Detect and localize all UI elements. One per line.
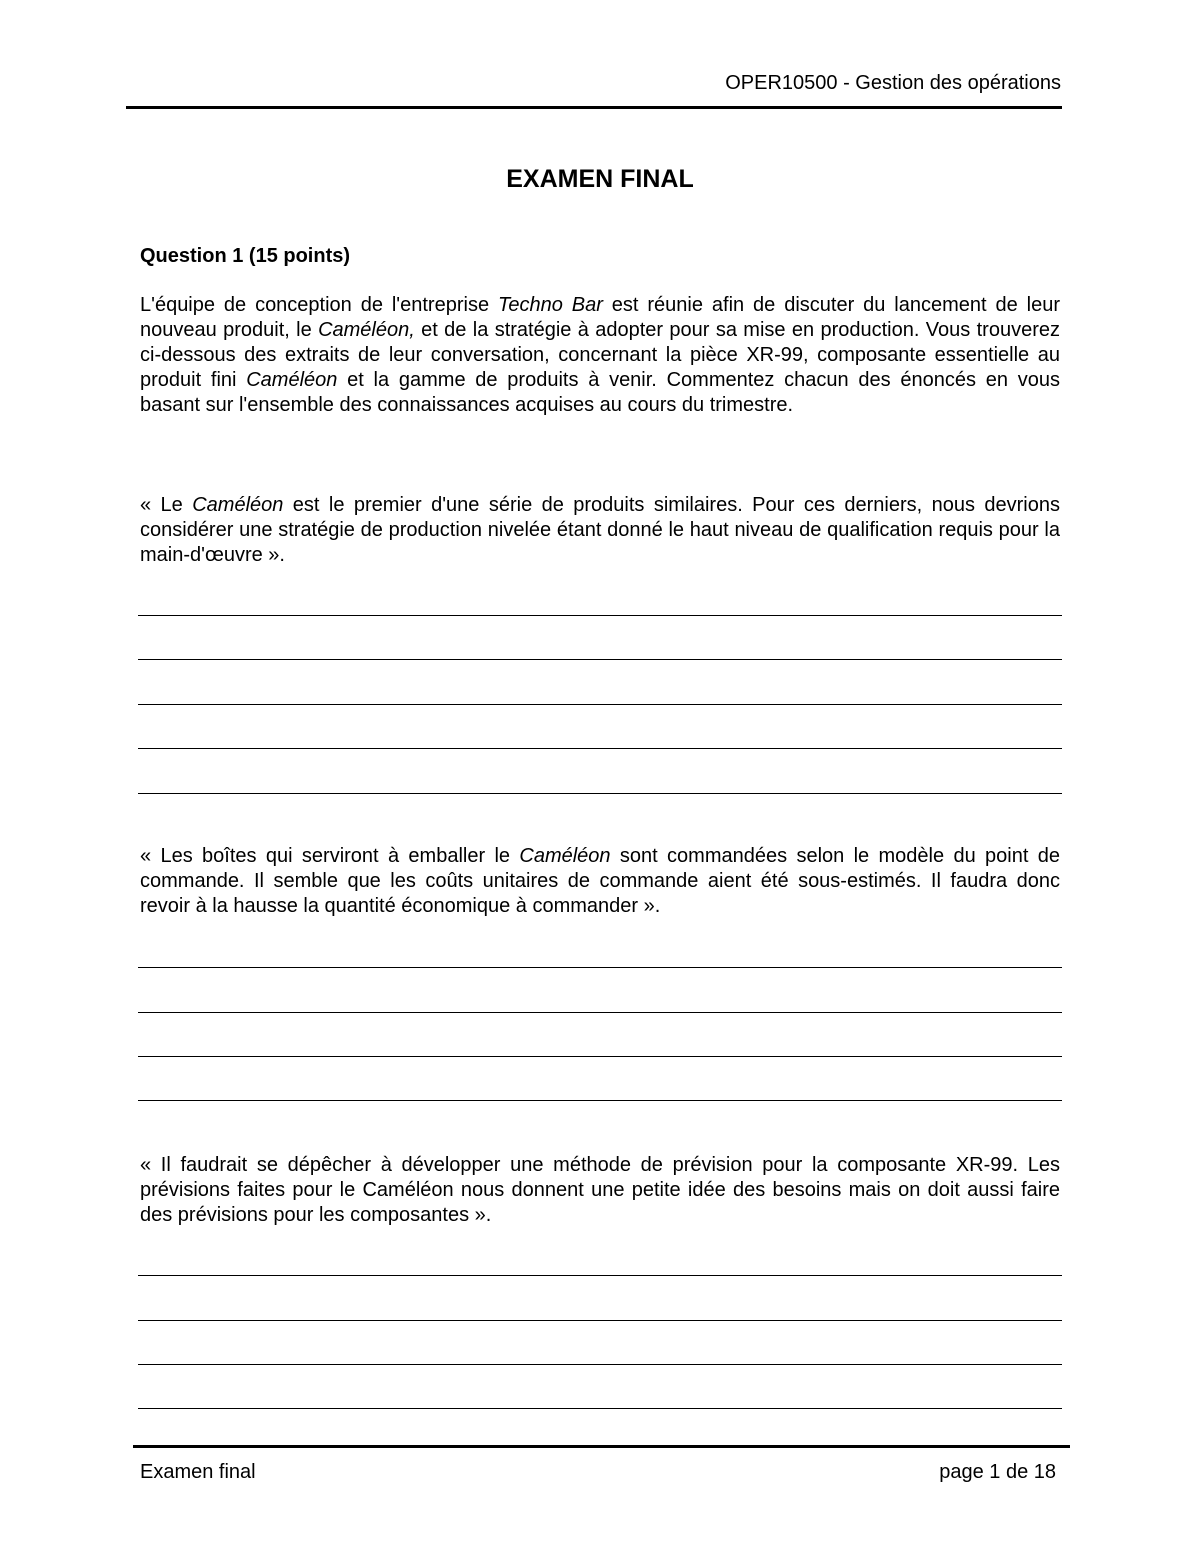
statement-text: « Le: [140, 494, 193, 516]
product-name: Caméléon,: [318, 319, 415, 341]
intro-text-4: et la gamme de produits à venir. Commentez chacun des énoncés en vous basant sur l'ensemble des connaissances acquises au cours du trimestre.: [140, 369, 1060, 416]
answer-line[interactable]: [138, 793, 1062, 794]
product-name: Caméléon: [519, 845, 611, 867]
intro-text-1: L'équipe de conception de l'entreprise: [140, 294, 498, 316]
product-name: Caméléon: [192, 494, 284, 516]
intro-text-2: est réunie afin de discuter du lancement de leur nouveau produit, le: [140, 294, 1060, 341]
page-number: page 1 de 18: [939, 1461, 1056, 1483]
answer-line[interactable]: [138, 615, 1062, 616]
statement-text: est le premier d'une série de produits similaires. Pour ces derniers, nous devrions considérer une stratégie de production nivelée étant donné le haut niveau de qualification requis pour la main-d'œuvre ».: [140, 494, 1060, 566]
footer-document-name: Examen final: [140, 1461, 256, 1483]
company-name: Techno Bar: [497, 294, 603, 316]
answer-line[interactable]: [138, 659, 1062, 660]
statement-text: « Les boîtes qui serviront à emballer le: [140, 845, 520, 867]
intro-text-3: et de la stratégie à adopter pour sa mise en production. Vous trouverez ci-dessous des extraits de leur conversation, concernant la pièce XR-99, composante essentielle au produit fini: [140, 319, 1060, 391]
question-intro: [140, 293, 1060, 418]
footer-divider: [133, 1445, 1070, 1448]
answer-line[interactable]: [138, 1275, 1062, 1276]
question-heading: Question 1 (15 points): [140, 245, 351, 267]
statement-1: [140, 493, 1060, 568]
answer-line[interactable]: [138, 1012, 1062, 1013]
answer-line[interactable]: [138, 1408, 1062, 1409]
statement-2: [140, 844, 1060, 919]
answer-line[interactable]: [138, 967, 1062, 968]
course-header: OPER10500 - Gestion des opérations: [725, 72, 1061, 94]
answer-line[interactable]: [138, 704, 1062, 705]
answer-line[interactable]: [138, 1056, 1062, 1057]
product-name: Caméléon: [246, 369, 338, 391]
answer-line[interactable]: [138, 1320, 1062, 1321]
header-divider: [126, 106, 1062, 109]
answer-line[interactable]: [138, 1100, 1062, 1101]
statement-text: sont commandées selon le modèle du point de commande. Il semble que les coûts unitaires de commande aient été sous-estimés. Il faudra donc revoir à la hausse la quantité économique à commander ».: [140, 845, 1060, 917]
exam-title: EXAMEN FINAL: [506, 165, 694, 193]
answer-line[interactable]: [138, 748, 1062, 749]
answer-line[interactable]: [138, 1364, 1062, 1365]
statement-3: « Il faudrait se dépêcher à développer une méthode de prévision pour la composante XR-99. Les prévisions faites pour le Caméléon nous donnent une petite idée des besoins mais on doit aussi faire des prévisions pour les composantes ».: [140, 1154, 1060, 1226]
